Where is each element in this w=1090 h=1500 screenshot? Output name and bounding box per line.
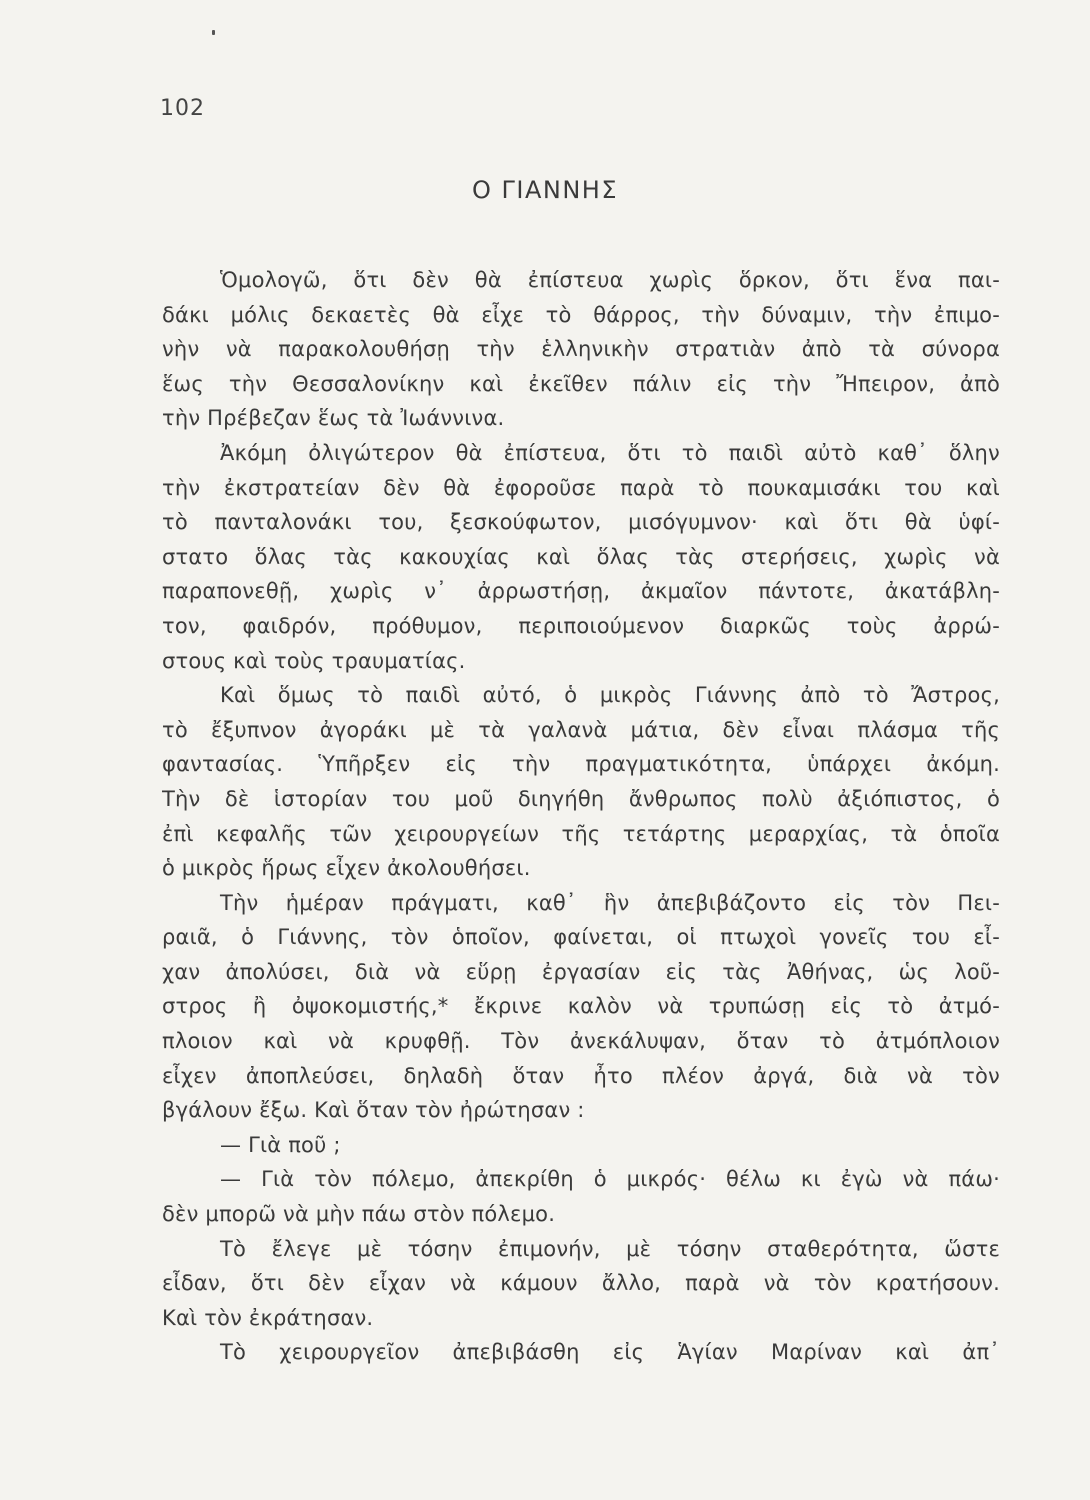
text-line: στρος ἢ ὀψοκομιστής,* ἔκρινε καλὸν νὰ τρυπώσῃ εἰς τὸ ἀτμό- (162, 994, 1000, 1019)
text-line: τὴν ἐκστρατείαν δὲν θὰ ἐφοροῦσε παρὰ τὸ πουκαμισάκι του καὶ (162, 475, 1000, 500)
text-line: δάκι μόλις δεκαετὲς θὰ εἶχε τὸ θάρρος, τὴν δύναμιν, τὴν ἐπιμο- (162, 302, 1000, 327)
text-line: νὴν νὰ παρακολουθήσῃ τὴν ἑλληνικὴν στρατιὰν ἀπὸ τὰ σύνορα (162, 337, 1000, 362)
text-line: ἕως τὴν Θεσσαλονίκην καὶ ἐκεῖθεν πάλιν εἰς τὴν Ἤπειρον, ἀπὸ (162, 371, 1000, 396)
text-line: βγάλουν ἔξω. Καὶ ὅταν τὸν ἠρώτησαν : (162, 1098, 585, 1123)
chapter-title: Ο ΓΙΑΝΝΗΣ (471, 176, 618, 204)
text-line: τὴν Πρέβεζαν ἕως τὰ Ἰωάννινα. (162, 406, 505, 431)
body-text (162, 263, 1000, 1370)
ink-speck (212, 30, 215, 35)
text-line: χαν ἀπολύσει, διὰ νὰ εὕρῃ ἐργασίαν εἰς τὰς Ἀθήνας, ὡς λοῦ- (162, 959, 1000, 984)
text-line: ὁ μικρὸς ἥρως εἶχεν ἀκολουθήσει. (162, 856, 531, 881)
text-line: τὸ πανταλονάκι του, ξεσκούφωτον, μισόγυμνον· καὶ ὅτι θὰ ὑφί- (162, 510, 1000, 535)
text-line: — Γιὰ τὸν πόλεμο, ἀπεκρίθη ὁ μικρός· θέλω κι ἐγὼ νὰ πάω· (220, 1167, 1000, 1192)
text-line: παραπονεθῇ, χωρὶς ν᾽ ἀρρωστήσῃ, ἀκμαῖον πάντοτε, ἀκατάβλη- (162, 579, 1000, 604)
text-line: Καὶ τὸν ἐκράτησαν. (162, 1305, 374, 1330)
text-line: δὲν μπορῶ νὰ μὴν πάω στὸν πόλεμο. (162, 1202, 556, 1227)
text-line: ραιᾶ, ὁ Γιάννης, τὸν ὁποῖον, φαίνεται, οἱ πτωχοὶ γονεῖς του εἶ- (162, 925, 1000, 950)
text-line: ἐπὶ κεφαλῆς τῶν χειρουργείων τῆς τετάρτης μεραρχίας, τὰ ὁποῖα (162, 821, 1000, 846)
text-line: στους καὶ τοὺς τραυματίας. (162, 648, 466, 673)
text-line: τὸ ἔξυπνον ἀγοράκι μὲ τὰ γαλανὰ μάτια, δὲν εἶναι πλάσμα τῆς (162, 717, 1000, 742)
text-line: Τὴν ἡμέραν πράγματι, καθ᾽ ἣν ἀπεβιβάζοντο εἰς τὸν Πει- (220, 890, 1000, 915)
text-line: εἶχεν ἀποπλεύσει, δηλαδὴ ὅταν ἦτο πλέον ἀργά, διὰ νὰ τὸν (162, 1063, 1000, 1088)
text-line: πλοιον καὶ νὰ κρυφθῇ. Τὸν ἀνεκάλυψαν, ὅταν τὸ ἀτμόπλοιον (162, 1029, 1000, 1054)
text-line: τον, φαιδρόν, πρόθυμον, περιποιούμενον διαρκῶς τοὺς ἀρρώ- (162, 613, 1000, 638)
page-number: 102 (160, 96, 205, 121)
text-line: Ὁμολογῶ, ὅτι δὲν θὰ ἐπίστευα χωρὶς ὅρκον, ὅτι ἕνα παι- (220, 268, 1000, 292)
text-line: Τὸ χειρουργεῖον ἀπεβιβάσθη εἰς Ἁγίαν Μαρίναν καὶ ἀπ᾽ (220, 1340, 1000, 1365)
text-line: Τὸ ἔλεγε μὲ τόσην ἐπιμονήν, μὲ τόσην σταθερότητα, ὥστε (220, 1236, 1000, 1261)
text-line: Τὴν δὲ ἱστορίαν του μοῦ διηγήθη ἄνθρωπος πολὺ ἀξιόπιστος, ὁ (162, 786, 1000, 811)
text-line: στατο ὅλας τὰς κακουχίας καὶ ὅλας τὰς στερήσεις, χωρὶς νὰ (162, 544, 1000, 569)
text-line: Καὶ ὅμως τὸ παιδὶ αὐτό, ὁ μικρὸς Γιάννης ἀπὸ τὸ Ἄστρος, (220, 683, 1000, 708)
text-line: φαντασίας. Ὑπῆρξεν εἰς τὴν πραγματικότητα, ὑπάρχει ἀκόμη. (162, 752, 1000, 777)
text-line: — Γιὰ ποῦ ; (220, 1132, 341, 1157)
text-line: Ἀκόμη ὀλιγώτερον θὰ ἐπίστευα, ὅτι τὸ παιδὶ αὐτὸ καθ᾽ ὅλην (220, 440, 1000, 465)
text-line: εἶδαν, ὅτι δὲν εἶχαν νὰ κάμουν ἄλλο, παρὰ νὰ τὸν κρατήσουν. (162, 1271, 1000, 1296)
